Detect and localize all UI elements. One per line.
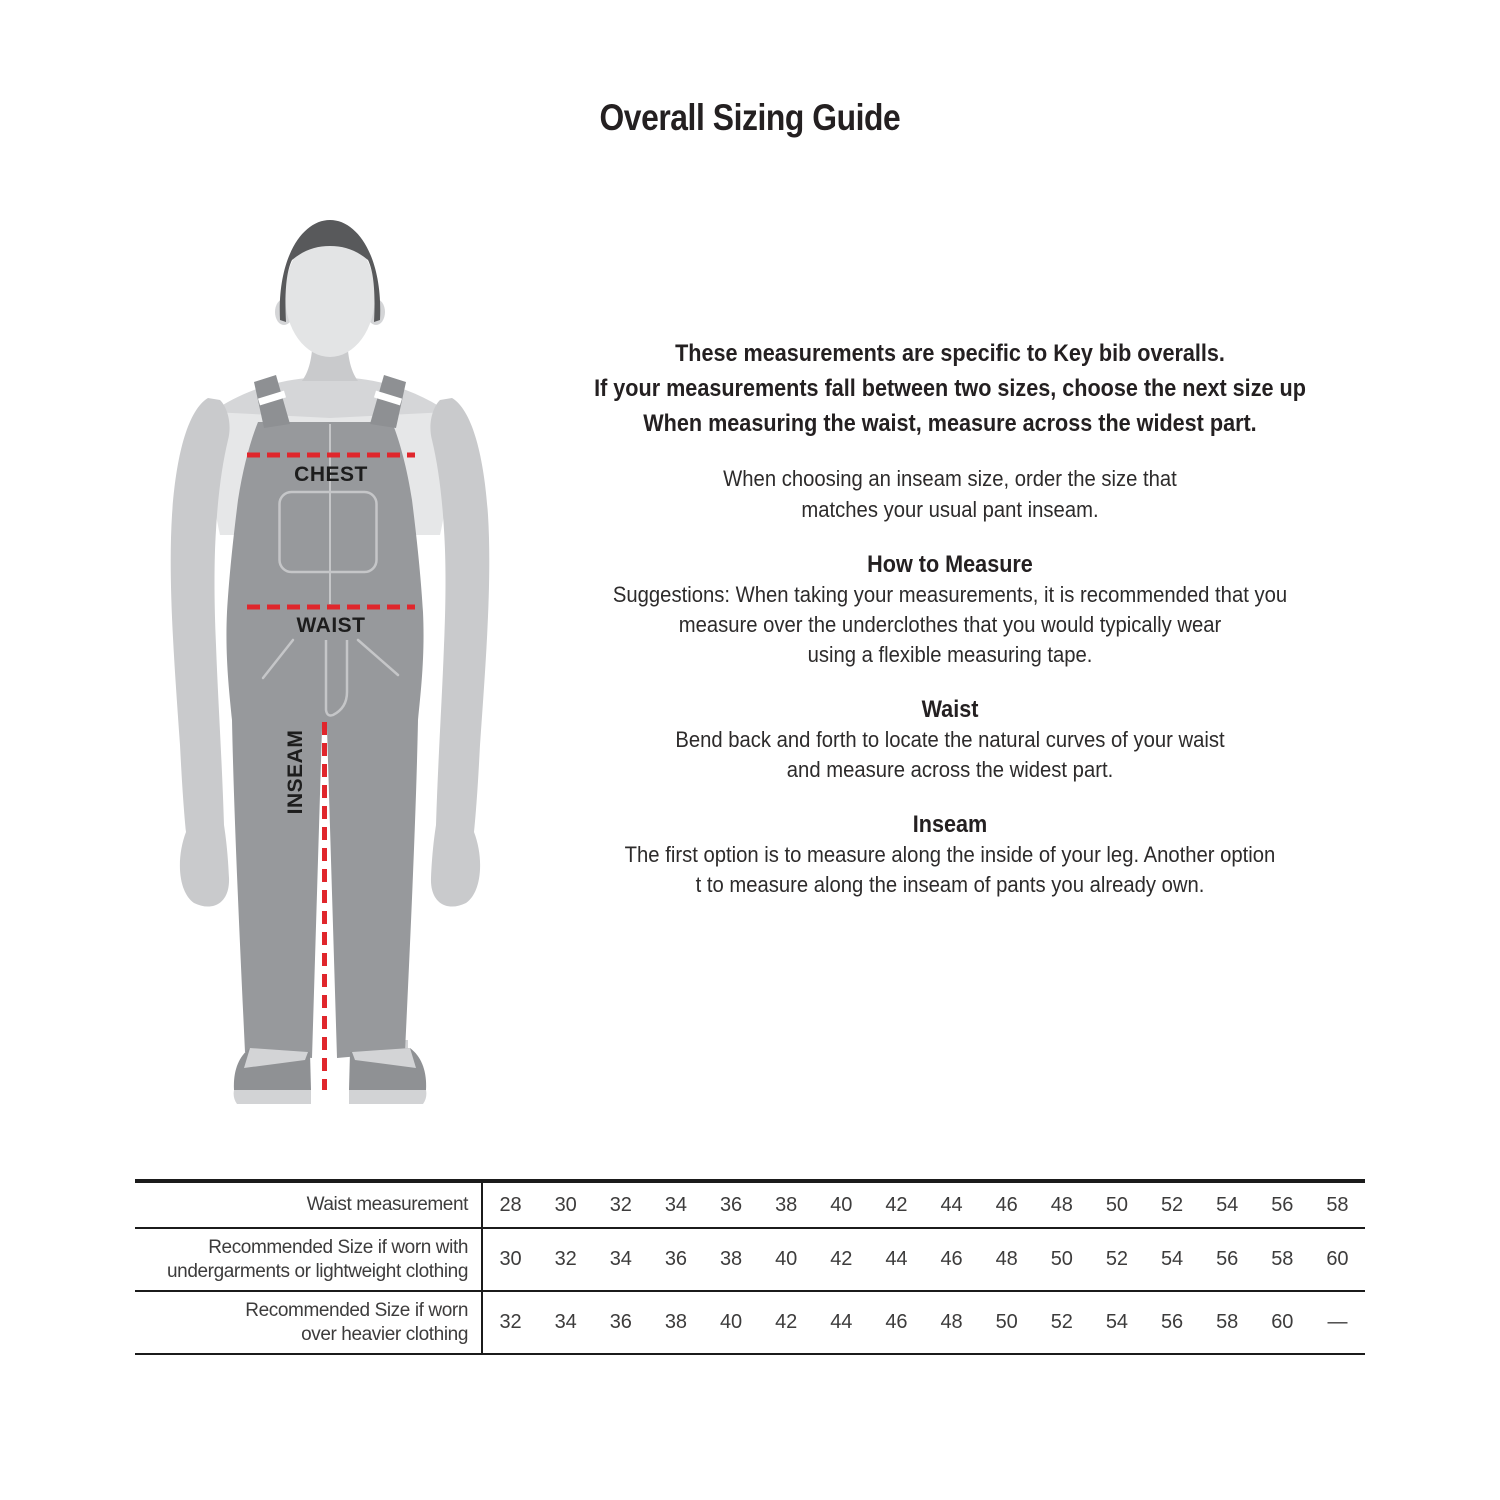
row-label: [135, 1229, 483, 1290]
table-cell: 42: [885, 1193, 908, 1216]
intro-line: When measuring the waist, measure across the widest part.: [643, 410, 1257, 437]
inseam-body: [572, 840, 1328, 900]
body-line: The first option is to measure along the inside of your leg. Another option: [624, 842, 1276, 867]
shoe-sole-right: [349, 1090, 426, 1104]
table-cell: 60: [1271, 1311, 1294, 1333]
table-cell: 32: [554, 1248, 577, 1270]
note-line: When choosing an inseam size, order the size that: [723, 466, 1177, 491]
table-cell: 36: [664, 1248, 688, 1270]
table-row: [135, 1229, 1365, 1292]
body-line: measure over the underclothes that you would typically wear: [678, 612, 1222, 637]
instructions-column: [572, 330, 1328, 900]
intro-line: These measurements are specific to Key bib overalls.: [675, 340, 1225, 367]
table-cell: 36: [609, 1311, 632, 1333]
table-cell: 58: [1326, 1193, 1349, 1216]
table-cell: 34: [609, 1248, 632, 1270]
inseam-label: INSEAM: [284, 729, 307, 815]
table-cell: 28: [499, 1193, 522, 1216]
intro-line: If your measurements fall between two sizes, choose the next size up: [594, 375, 1306, 402]
waist-heading: Waist: [921, 696, 979, 723]
table-cell: 32: [609, 1193, 632, 1216]
table-cell: 54: [1160, 1248, 1184, 1270]
table-cell: 38: [775, 1193, 798, 1216]
table-cell: 48: [940, 1311, 963, 1333]
table-cell: 56: [1160, 1311, 1184, 1333]
row-label-line: over heavier clothing: [301, 1323, 468, 1345]
table-cell: 58: [1271, 1248, 1294, 1270]
table-cell: 60: [1326, 1248, 1349, 1270]
table-cell: 38: [664, 1311, 688, 1333]
table-cell: 46: [995, 1193, 1018, 1216]
table-cell: 50: [1105, 1193, 1129, 1216]
page-title-text: Overall Sizing Guide: [599, 97, 901, 138]
table-cell: 38: [719, 1248, 743, 1270]
table-cell: 30: [554, 1193, 577, 1216]
page-title: [0, 97, 1500, 139]
arm-right: [430, 398, 489, 907]
inseam-heading: Inseam: [912, 811, 988, 838]
table-cell: 42: [775, 1311, 798, 1333]
table-cell: 34: [554, 1311, 577, 1333]
body-line: Suggestions: When taking your measurements, it is recommended that you: [612, 582, 1288, 607]
table-cell: 52: [1105, 1248, 1129, 1270]
table-row: [135, 1183, 1365, 1229]
table-cell: 40: [775, 1248, 798, 1270]
table-cell: 54: [1105, 1311, 1129, 1333]
table-cell: 46: [885, 1311, 908, 1333]
table-cell: 36: [719, 1193, 743, 1216]
shoe-sole-left: [234, 1090, 311, 1104]
table-cell: 56: [1216, 1248, 1239, 1270]
intro-paragraph: [572, 336, 1328, 441]
table-cell: 32: [499, 1311, 522, 1333]
waist-body: [572, 725, 1328, 785]
table-cell: 50: [995, 1311, 1018, 1333]
table-cell: 40: [719, 1311, 743, 1333]
table-row: [135, 1292, 1365, 1355]
body-line: using a flexible measuring tape.: [807, 642, 1093, 667]
row-label: [135, 1183, 483, 1227]
table-cell: 48: [1050, 1193, 1073, 1216]
table-cell: 44: [830, 1311, 853, 1333]
table-cell: 50: [1050, 1248, 1073, 1270]
table-cell: 44: [940, 1193, 963, 1216]
row-label-line: undergarments or lightweight clothing: [167, 1260, 468, 1282]
inseam-note-paragraph: [572, 463, 1328, 525]
how-to-measure-body: [572, 580, 1328, 670]
row-label-line: Recommended Size if worn with: [208, 1236, 468, 1258]
row-label-line: Recommended Size if worn: [245, 1299, 468, 1321]
table-cell: 40: [830, 1193, 853, 1216]
arm-left: [171, 398, 230, 907]
table-cell: 30: [499, 1248, 522, 1270]
body-line: and measure across the widest part.: [786, 757, 1114, 782]
table-cell: —: [1327, 1311, 1348, 1333]
table-cell: 52: [1050, 1311, 1073, 1333]
note-line: matches your usual pant inseam.: [801, 497, 1099, 522]
table-cell: 48: [995, 1248, 1018, 1270]
body-line: Bend back and forth to locate the natural curves of your waist: [675, 727, 1225, 752]
overalls-figure: [150, 200, 550, 1140]
chest-label: CHEST: [294, 463, 368, 486]
how-to-measure-heading: How to Measure: [867, 551, 1033, 578]
size-table: [135, 1179, 1365, 1355]
row-label-line: Waist measurement: [306, 1194, 468, 1215]
body-line: t to measure along the inseam of pants you already own.: [695, 872, 1205, 897]
table-cell: 54: [1216, 1193, 1239, 1216]
row-label: [135, 1292, 483, 1353]
table-cell: 52: [1160, 1193, 1184, 1216]
shoulder-yoke: [212, 377, 448, 418]
table-cell: 46: [940, 1248, 963, 1270]
table-cell: 58: [1216, 1311, 1239, 1333]
table-cell: 42: [830, 1248, 853, 1270]
table-cell: 56: [1271, 1193, 1294, 1216]
table-cell: 44: [885, 1248, 908, 1270]
person-illustration: [150, 200, 550, 1140]
table-cell: 34: [664, 1193, 688, 1216]
waist-label: WAIST: [296, 614, 366, 637]
